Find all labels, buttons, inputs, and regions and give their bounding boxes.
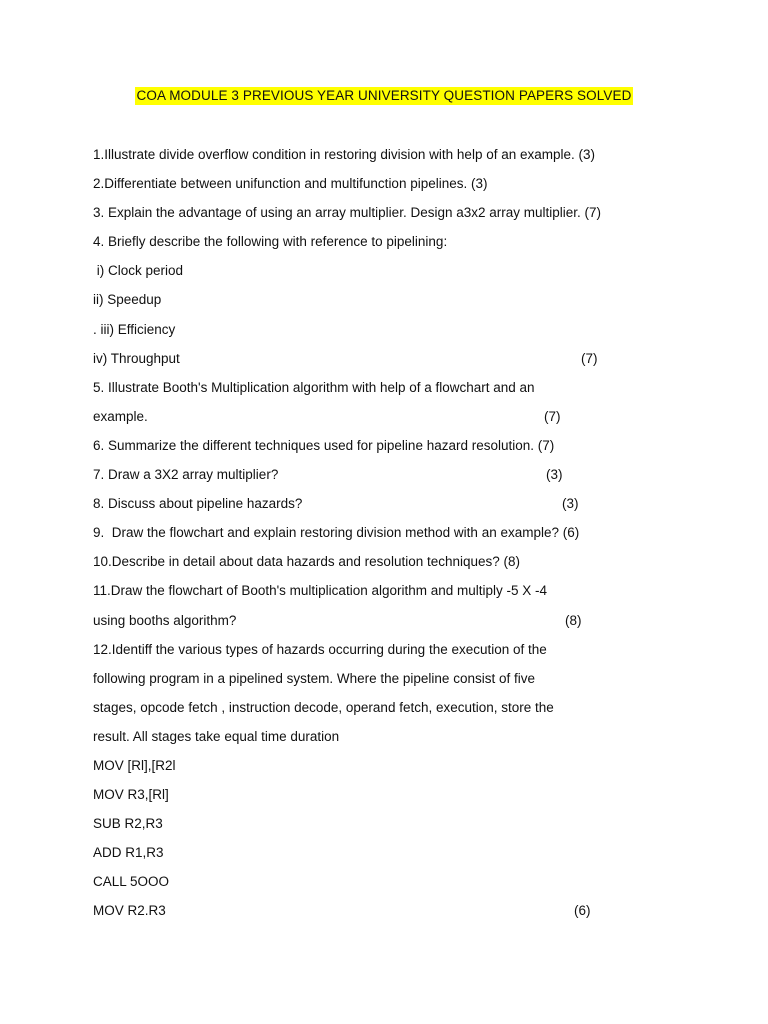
question-line [93, 901, 653, 930]
question-text: using booths algorithm? [93, 612, 237, 628]
question-line [93, 232, 653, 261]
question-text: 7. Draw a 3X2 array multiplier? [93, 467, 279, 483]
question-line [93, 640, 653, 669]
marks-label: (7) [544, 408, 561, 424]
question-line [93, 203, 653, 232]
question-line [93, 581, 653, 610]
marks-label: (6) [574, 903, 591, 919]
page-title: COA MODULE 3 PREVIOUS YEAR UNIVERSITY QUESTION PAPERS SOLVED [136, 88, 632, 103]
question-text: following program in a pipelined system. Where the pipeline consist of five [93, 670, 535, 686]
question-text: 12.Identiff the various types of hazards occurring during the execution of the [93, 641, 547, 657]
question-text: 5. Illustrate Booth's Multiplication algorithm with help of a flowchart and an [93, 379, 535, 395]
question-line [93, 756, 653, 785]
question-text: 4. Briefly describe the following with reference to pipelining: [93, 234, 448, 250]
question-line [93, 174, 653, 203]
question-line [93, 552, 653, 581]
question-line [93, 698, 653, 727]
question-text: iv) Throughput [93, 350, 180, 366]
question-text: result. All stages take equal time duration [93, 728, 340, 744]
question-text: 3. Explain the advantage of using an array multiplier. Design a3x2 array multiplier. (7) [93, 205, 602, 221]
question-text: example. [93, 408, 148, 424]
question-line [93, 320, 653, 349]
question-line [93, 872, 653, 901]
question-text: 1.Illustrate divide overflow condition in restoring division with help of an example. (3) [93, 147, 596, 162]
question-list [93, 145, 653, 931]
question-text: 11.Draw the flowchart of Booth's multiplication algorithm and multiply -5 X -4 [93, 583, 548, 599]
question-line [93, 669, 653, 698]
marks-label: (3) [562, 496, 579, 512]
question-line [93, 465, 653, 494]
question-text: 2.Differentiate between unifunction and multifunction pipelines. (3) [93, 176, 488, 192]
question-line [93, 145, 653, 174]
question-text: 8. Discuss about pipeline hazards? [93, 496, 303, 512]
question-text: CALL 5OOO [93, 874, 170, 890]
marks-label: (7) [581, 350, 598, 366]
question-line [93, 436, 653, 465]
question-text: MOV R2.R3 [93, 903, 166, 919]
marks-label: (8) [565, 612, 582, 628]
question-line [93, 611, 653, 640]
question-text: ii) Speedup [93, 292, 162, 308]
question-text: 10.Describe in detail about data hazards and resolution techniques? (8) [93, 554, 521, 570]
question-line [93, 261, 653, 290]
question-text: SUB R2,R3 [93, 816, 163, 832]
question-line [93, 785, 653, 814]
question-line [93, 407, 653, 436]
question-text: stages, opcode fetch , instruction decode, operand fetch, execution, store the [93, 699, 554, 715]
question-line [93, 494, 653, 523]
question-line [93, 523, 653, 552]
question-text: ADD R1,R3 [93, 845, 164, 861]
question-text: i) Clock period [93, 263, 184, 279]
question-line [93, 814, 653, 843]
question-line [93, 290, 653, 319]
question-text: 9. Draw the flowchart and explain restoring division method with an example? (6) [93, 525, 580, 541]
question-text: MOV [Rl],[R2l [93, 757, 176, 773]
title-container [0, 87, 768, 105]
marks-label: (3) [546, 467, 563, 483]
question-text: MOV R3,[Rl] [93, 787, 169, 803]
question-line [93, 349, 653, 378]
question-text: 6. Summarize the different techniques used for pipeline hazard resolution. (7) [93, 437, 555, 453]
question-text: . iii) Efficiency [93, 321, 176, 337]
question-line [93, 378, 653, 407]
question-line [93, 843, 653, 872]
question-line [93, 727, 653, 756]
